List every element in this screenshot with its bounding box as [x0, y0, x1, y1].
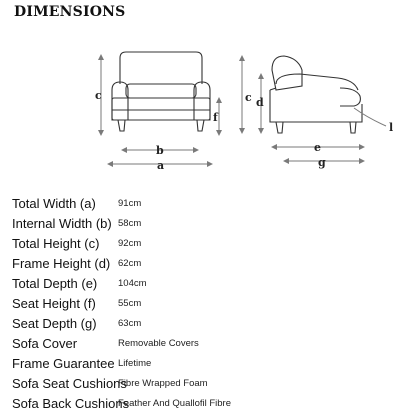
spec-label: Internal Width (b) — [12, 216, 112, 231]
spec-label: Total Height (c) — [12, 236, 100, 251]
spec-row — [12, 354, 408, 374]
side-label-c: c — [245, 91, 252, 104]
spec-label: Sofa Back Cushions — [12, 396, 130, 411]
spec-value: 91cm — [118, 198, 142, 209]
spec-row — [12, 334, 408, 354]
front-label-b: b — [156, 144, 164, 157]
side-view-chair — [270, 56, 362, 133]
spec-value: 62cm — [118, 258, 142, 269]
side-label-l: l — [389, 121, 394, 134]
spec-row — [12, 374, 408, 394]
front-label-c: c — [95, 89, 102, 102]
spec-label: Frame Height (d) — [12, 256, 111, 271]
spec-label: Frame Guarantee — [12, 356, 115, 371]
spec-value: 63cm — [118, 318, 142, 329]
front-label-f: f — [213, 111, 218, 124]
spec-value: Lifetime — [118, 358, 152, 369]
spec-value: 55cm — [118, 298, 142, 309]
spec-row — [12, 234, 408, 254]
spec-row — [12, 214, 408, 234]
spec-label: Sofa Seat Cushions — [12, 376, 127, 391]
spec-value: 58cm — [118, 218, 142, 229]
spec-label: Total Depth (e) — [12, 276, 98, 291]
spec-row — [12, 394, 408, 412]
spec-value: Fibre Wrapped Foam — [118, 378, 208, 389]
side-label-e: e — [314, 141, 321, 154]
spec-row — [12, 254, 408, 274]
front-view-chair — [112, 52, 210, 131]
spec-value: Removable Covers — [118, 338, 199, 349]
side-label-d: d — [256, 96, 264, 109]
spec-label: Seat Height (f) — [12, 296, 96, 311]
side-label-g: g — [318, 156, 326, 169]
spec-row — [12, 274, 408, 294]
spec-label: Seat Depth (g) — [12, 316, 97, 331]
spec-row — [12, 194, 408, 214]
spec-value: 92cm — [118, 238, 142, 249]
spec-label: Sofa Cover — [12, 336, 78, 351]
front-label-a: a — [157, 159, 165, 172]
page-title: DIMENSIONS — [14, 4, 126, 20]
spec-row — [12, 294, 408, 314]
spec-value: Feather And Quallofil Fibre — [118, 398, 232, 409]
specs-table — [12, 194, 408, 412]
spec-label: Total Width (a) — [12, 196, 96, 211]
spec-value: 104cm — [118, 278, 147, 289]
spec-row — [12, 314, 408, 334]
dimensions-diagram — [0, 0, 412, 190]
